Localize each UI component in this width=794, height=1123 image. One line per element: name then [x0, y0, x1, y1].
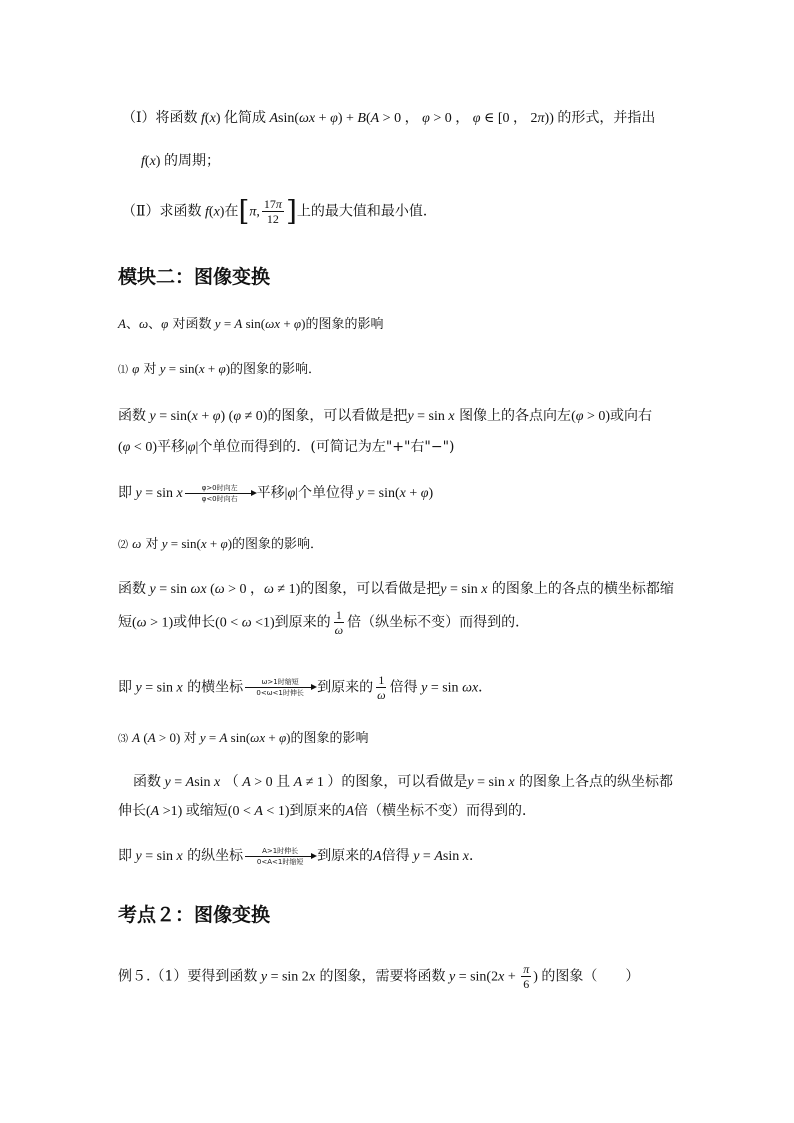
part2-text-b: 在	[224, 203, 239, 220]
part2-text-c: 上的最大值和最小值．	[296, 203, 437, 220]
formula-asin: A	[265, 111, 279, 126]
result-1: 即 y = sin x φ>0时向左 φ<0时向右 平移|φ|个单位得 y = sin(x + φ)	[118, 483, 434, 503]
section-heading-module2: 模块二：图像变换	[118, 266, 271, 288]
part1-text-c: 的形式，并指出	[557, 110, 656, 126]
part1-text-a: （Ⅰ）将函数	[122, 110, 198, 126]
paragraph-1-line1: 函数 y = sin(x + φ) (φ ≠ 0)的图象，可以看做是把y = sin x 图像上的各点向左(φ > 0)或向右	[118, 408, 653, 424]
part1-line1: （Ⅰ）将函数 f(x) 化简成 Asin(ωx + φ) + B(A > 0 ， φ > 0 ， φ ∈ [0 ， 2π)) 的形式，并指出	[122, 110, 656, 126]
transform-arrow-2: ω>1时缩短 0<ω<1时伸长	[245, 678, 315, 697]
intro-line: A、ω、φ 对函数 y = A sin(ωx + φ)的图象的影响	[118, 316, 384, 332]
formula-fx: f	[141, 154, 145, 169]
paragraph-3-line2: 伸长(A >1) 或缩短(0 < A < 1)到原来的A倍（横坐标不变）而得到的．	[118, 803, 537, 819]
subsection-2: ⑵ ω 对 y = sin(x + φ)的图象的影响．	[118, 536, 324, 552]
paragraph-2-line2: 短(ω > 1)或伸长(0 < ω <1)到原来的 $\frac{1}{\omega}$ 倍（纵坐标不变）而得到的．	[118, 608, 530, 637]
subsection-3: ⑶ A (A > 0) 对 y = A sin(ωx + φ)的图象的影响	[118, 730, 369, 746]
part1-line2: f(x) 的周期；	[141, 153, 220, 169]
part1-text-b: 化简成	[223, 110, 266, 126]
part2-text-a: （Ⅱ）求函数	[122, 203, 202, 220]
part2-line: （Ⅱ）求函数 f(x)在[π, $\frac{17\pi}{12}$ ]上的最大值和最小值．	[122, 194, 437, 228]
transform-arrow-3: A>1时伸长 0<A<1时缩短	[245, 847, 315, 866]
subsection-1: ⑴ φ 对 y = sin(x + φ)的图象的影响．	[118, 361, 322, 377]
transform-arrow-1: φ>0时向左 φ<0时向右	[185, 484, 255, 503]
fraction-17pi-12: $\frac{17\pi}{12}$	[263, 197, 282, 226]
paragraph-1-line2: (φ < 0)平移|φ|个单位而得到的．(可简记为左"+"右"−")	[118, 439, 455, 455]
result-2: 即 y = sin x 的横坐标 ω>1时缩短 0<ω<1时伸长 到原来的 $\frac{1}{\omega}$ 倍得 y = sin ωx．	[118, 673, 493, 702]
paragraph-3-line1: 函数 y = Asin x （ A > 0 且 A ≠ 1 ）的图象，可以看做是y = sin x 的图象上各点的纵坐标都	[133, 774, 674, 790]
formula-fx: f	[197, 111, 205, 126]
example-5: 例５.（1）要得到函数 y = sin 2x 的图象，需要将函数 y = sin(2x + $\frac{\pi}{6}$ ) 的图象（ ）	[118, 962, 640, 991]
paragraph-2-line1: 函数 y = sin ωx (ω > 0 ，ω ≠ 1)的图象，可以看做是把y = sin x 的图象上的各点的横坐标都缩	[118, 581, 674, 597]
result-3: 即 y = sin x 的纵坐标 A>1时伸长 0<A<1时缩短 到原来的A倍得 y = Asin x．	[118, 846, 483, 866]
part1-text-d: 的周期；	[163, 153, 220, 169]
section-heading-point2: 考点２：图像变换	[118, 904, 271, 926]
